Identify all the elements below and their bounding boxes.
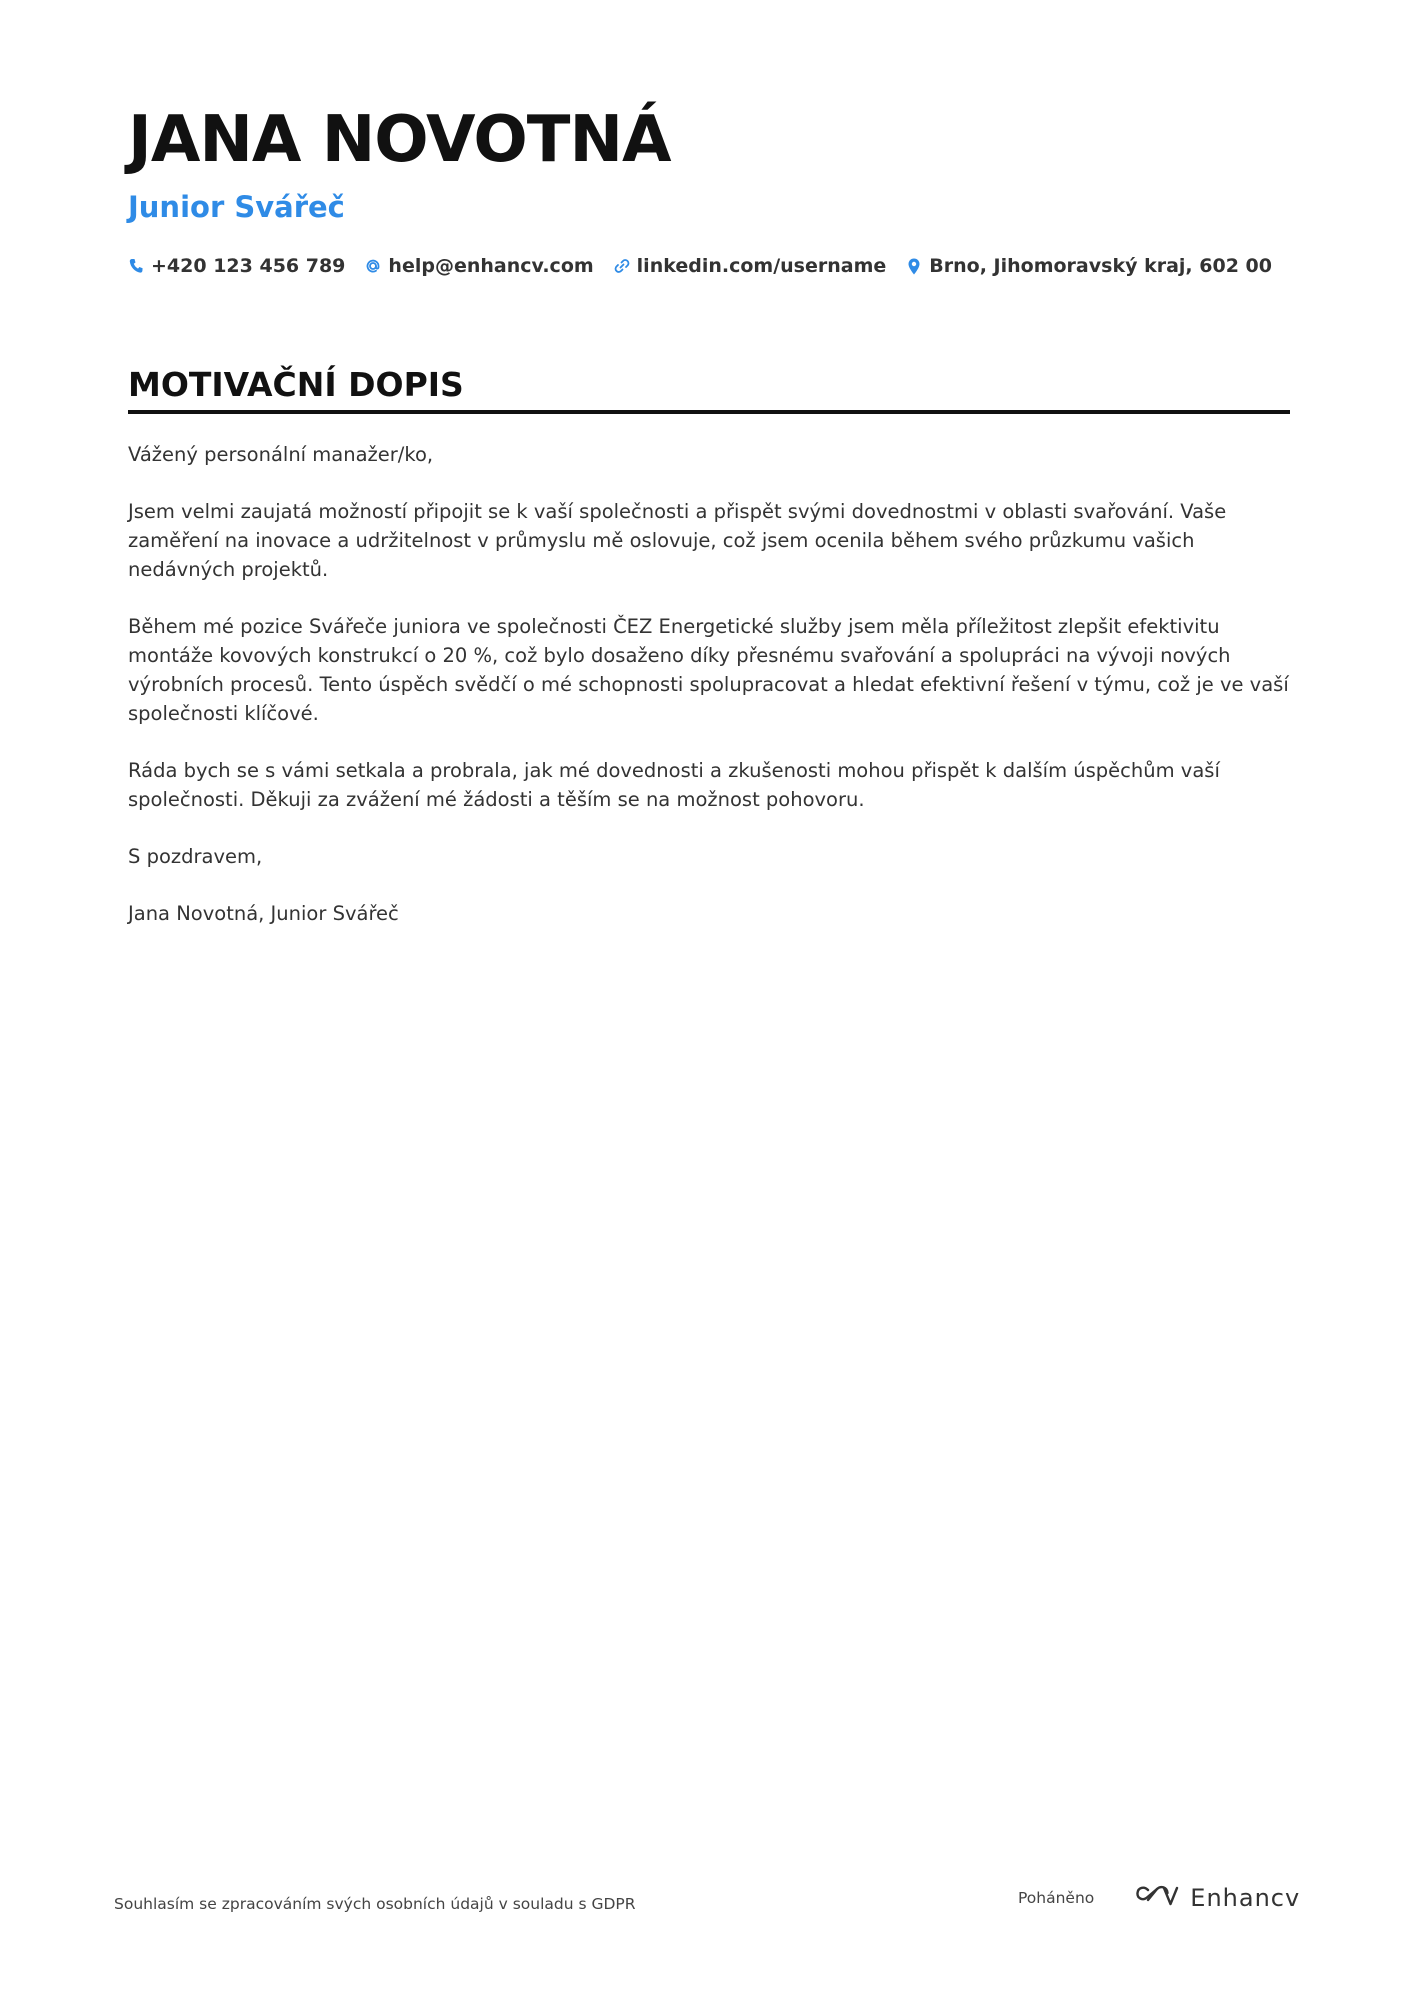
- letter-salutation: Vážený personální manažer/ko,: [128, 443, 434, 466]
- letter-closing: S pozdravem,: [128, 845, 263, 868]
- contact-linkedin: [614, 255, 887, 277]
- contact-location: [906, 255, 1272, 277]
- phone-icon: [128, 257, 144, 275]
- candidate-name: JANA NOVOTNÁ: [128, 103, 671, 177]
- brand-name: Enhancv: [1190, 1884, 1301, 1912]
- letter-paragraph: Ráda bych se s vámi setkala a probrala, jak mé dovednosti a zkušenosti mohou přispět k dalším úspěchům vaší společnosti. Děkuji za zvážení mé žádosti a těším se na možnost pohovoru.: [128, 759, 1220, 811]
- at-icon: [365, 257, 381, 275]
- section-title: MOTIVAČNÍ DOPIS: [128, 365, 464, 404]
- letter-paragraph: Jsem velmi zaujatá možností připojit se k vaší společnosti a přispět svými dovednostmi v oblasti svařování. Vaše zaměření na inovace a udržitelnost v průmyslu mě oslovuje, což jsem ocenila během svého průzkumu vašich nedávných projektů.: [128, 500, 1227, 581]
- letter-signature: Jana Novotná, Junior Svářeč: [128, 902, 399, 925]
- job-title: Junior Svářeč: [128, 190, 345, 224]
- letter-paragraph: Během mé pozice Svářeče juniora ve společnosti ČEZ Energetické služby jsem měla příležitost zlepšit efektivitu montáže kovových konstrukcí o 20 %, což bylo dosaženo díky přesnému svařování a spolupráci na vývoji nových výrobních procesů. Tento úspěch svědčí o mé schopnosti spolupracovat a hledat efektivní řešení v týmu, což je ve vaší společnosti klíčové.: [128, 615, 1289, 725]
- footer-branding: [1018, 1884, 1300, 1912]
- section-divider: [128, 410, 1290, 414]
- map-pin-icon: [906, 257, 922, 275]
- powered-by-label: Poháněno: [1018, 1889, 1095, 1907]
- enhancv-logo-icon: [1134, 1884, 1180, 1912]
- contact-phone: [128, 255, 345, 277]
- link-icon: [614, 257, 630, 275]
- gdpr-consent: Souhlasím se zpracováním svých osobních údajů v souladu s GDPR: [114, 1895, 636, 1913]
- letter-body: [128, 440, 1290, 956]
- contact-email: [365, 255, 593, 277]
- phone-text[interactable]: +420 123 456 789: [151, 255, 346, 277]
- contact-bar: [128, 255, 1272, 277]
- brand-logo[interactable]: [1134, 1884, 1300, 1912]
- email-text[interactable]: help@enhancv.com: [388, 255, 594, 277]
- linkedin-text[interactable]: linkedin.com/username: [636, 255, 887, 277]
- location-text: Brno, Jihomoravský kraj, 602 00: [929, 255, 1272, 277]
